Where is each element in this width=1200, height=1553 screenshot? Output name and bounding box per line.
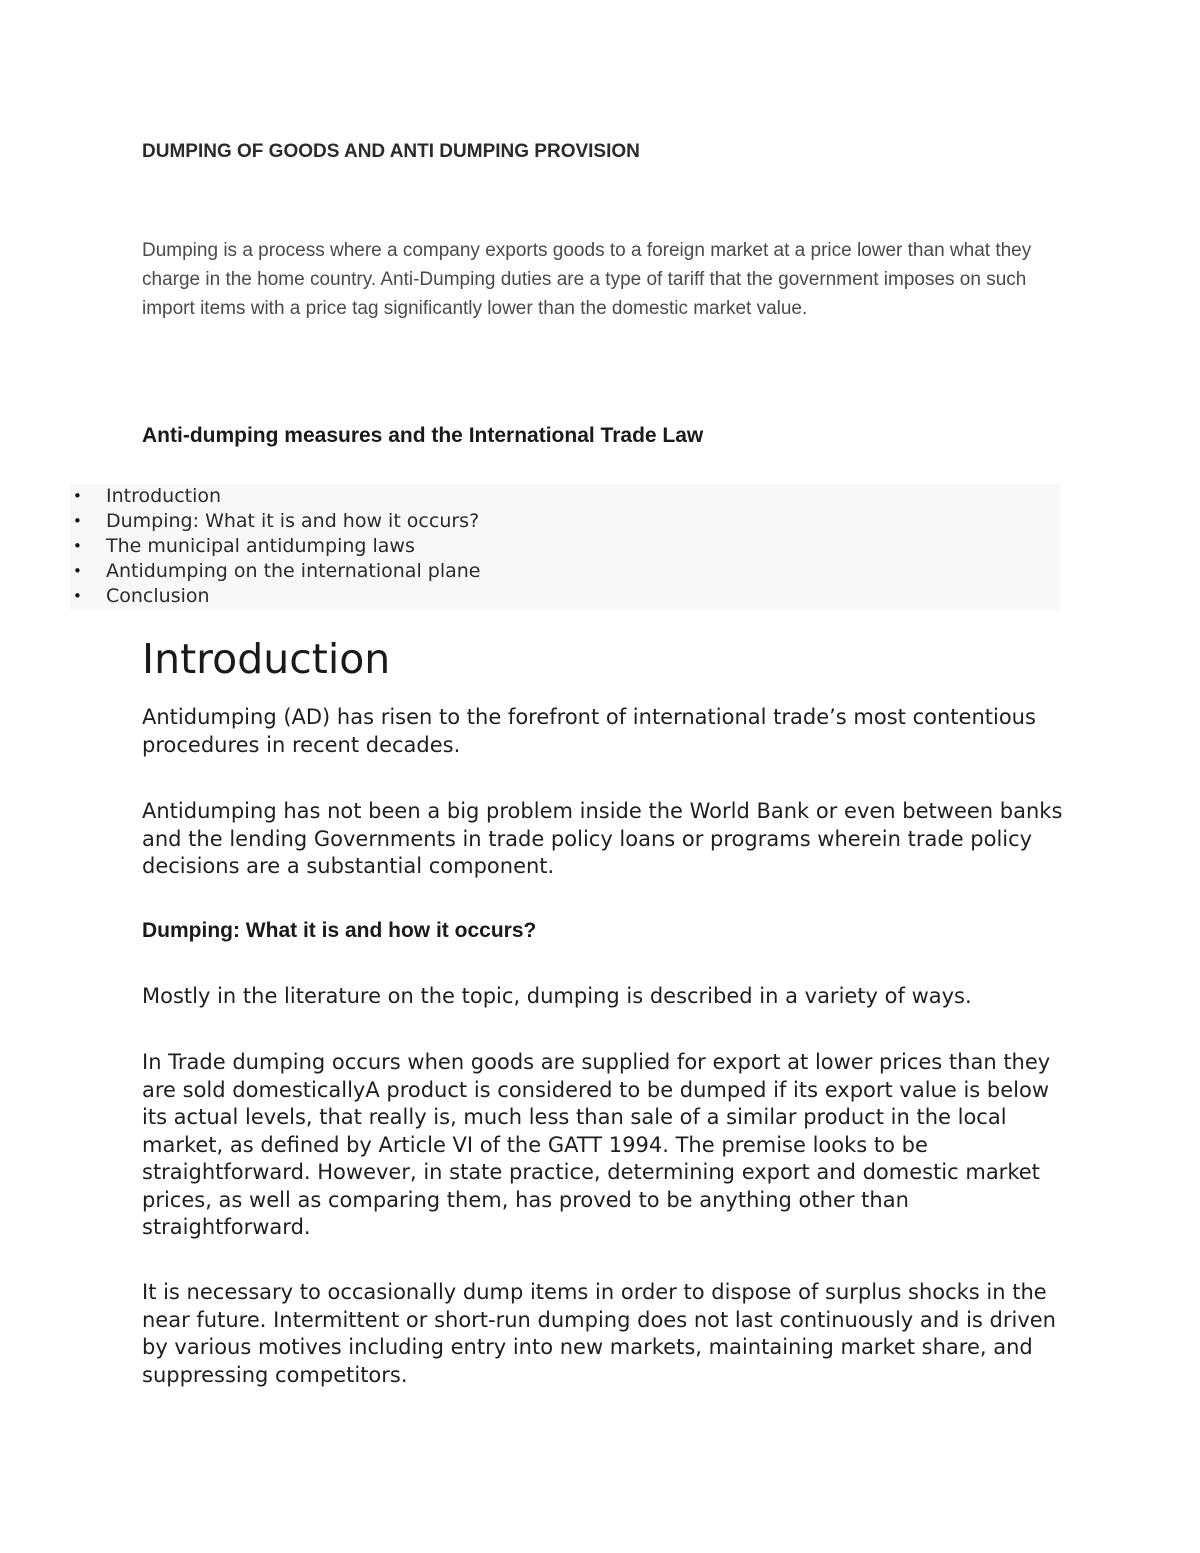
dumping-heading: Dumping: What it is and how it occurs? — [142, 919, 537, 942]
toc-item-label: Antidumping on the international plane — [106, 560, 481, 582]
toc-item-conclusion — [70, 584, 1060, 609]
document-title: DUMPING OF GOODS AND ANTI DUMPING PROVISION — [142, 141, 640, 162]
intro-paragraph: Dumping is a process where a company exports goods to a foreign market at a price lower than what they charge in the home country. Anti-Dumping duties are a type of tariff that the government imposes on such import items with a price tag significantly lower than the domestic market value. — [142, 240, 1032, 319]
toc-item-dumping — [70, 509, 1060, 534]
table-of-contents — [70, 484, 1060, 610]
toc-item-international-plane — [70, 559, 1060, 584]
dumping-paragraph-1: Mostly in the literature on the topic, dumping is described in a variety of ways. — [142, 984, 972, 1008]
toc-item-label: The municipal antidumping laws — [106, 535, 415, 557]
toc-item-label: Introduction — [106, 485, 222, 507]
bullet-icon: • — [73, 487, 82, 505]
toc-list — [70, 484, 1060, 609]
bullet-icon: • — [73, 537, 82, 555]
toc-item-municipal-laws — [70, 534, 1060, 559]
outline-heading: Anti-dumping measures and the International Trade Law — [142, 424, 704, 447]
introduction-paragraph-2: Antidumping has not been a big problem inside the World Bank or even between banks and the lending Governments in trade policy loans or programs wherein trade policy decisions are a substantial component. — [142, 799, 1063, 878]
dumping-paragraph-3: It is necessary to occasionally dump items in order to dispose of surplus shocks in the near future. Intermittent or short-run dumping does not last continuously and is driven by various motives including entry into new markets, maintaining market share, and suppressing competitors. — [142, 1280, 1056, 1387]
introduction-paragraph-1: Antidumping (AD) has risen to the forefront of international trade’s most contentious procedures in recent decades. — [142, 705, 1036, 757]
bullet-icon: • — [73, 562, 82, 580]
dumping-paragraph-2: In Trade dumping occurs when goods are supplied for export at lower prices than they are sold domesticallyA product is considered to be dumped if its export value is below its actual levels, that really is, much less than sale of a similar product in the local market, as defined by Article VI of the GATT 1994. The premise looks to be straightforward. However, in state practice, determining export and domestic market prices, as well as comparing them, has proved to be anything other than straightforward. — [142, 1050, 1051, 1239]
introduction-heading: Introduction — [142, 635, 391, 683]
bullet-icon: • — [73, 512, 82, 530]
toc-item-label: Dumping: What it is and how it occurs? — [106, 510, 480, 532]
toc-item-introduction — [70, 484, 1060, 509]
toc-item-label: Conclusion — [106, 585, 210, 607]
bullet-icon: • — [73, 587, 82, 605]
